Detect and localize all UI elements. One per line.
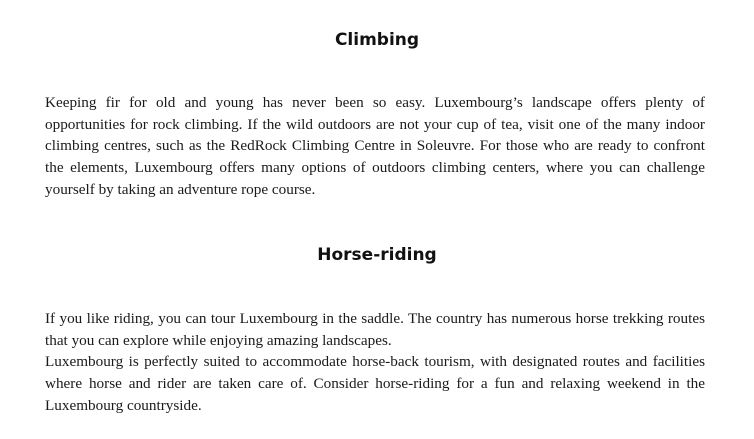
section-title-horse-riding: Horse-riding — [317, 245, 437, 265]
paragraph: If you like riding, you can tour Luxembourg in the saddle. The country has numerous horse trekking routes that you can explore while enjoying amazing landscapes. — [45, 310, 705, 349]
paragraph: Keeping fir for old and young has never been so easy. Luxembourg’s landscape offers plenty of opportunities for rock climbing. If the wild outdoors are not your cup of tea, visit one of the many indoor climbing centres, such as the RedRock Climbing Centre in Soleuvre. For those who are ready to confront the elements, Luxembourg offers many options of outdoors climbing centers, where you can challenge yourself by taking an adventure rope course. — [45, 94, 705, 198]
section-title-climbing: Climbing — [334, 30, 420, 50]
section-body-horse-riding — [45, 308, 705, 417]
section-body-climbing — [45, 92, 705, 201]
paragraph: Luxembourg is perfectly suited to accommodate horse-back tourism, with designated routes and facilities where horse and rider are taken care of. Consider horse-riding for a fun and relaxing weekend in the Luxembourg countryside. — [45, 353, 705, 414]
